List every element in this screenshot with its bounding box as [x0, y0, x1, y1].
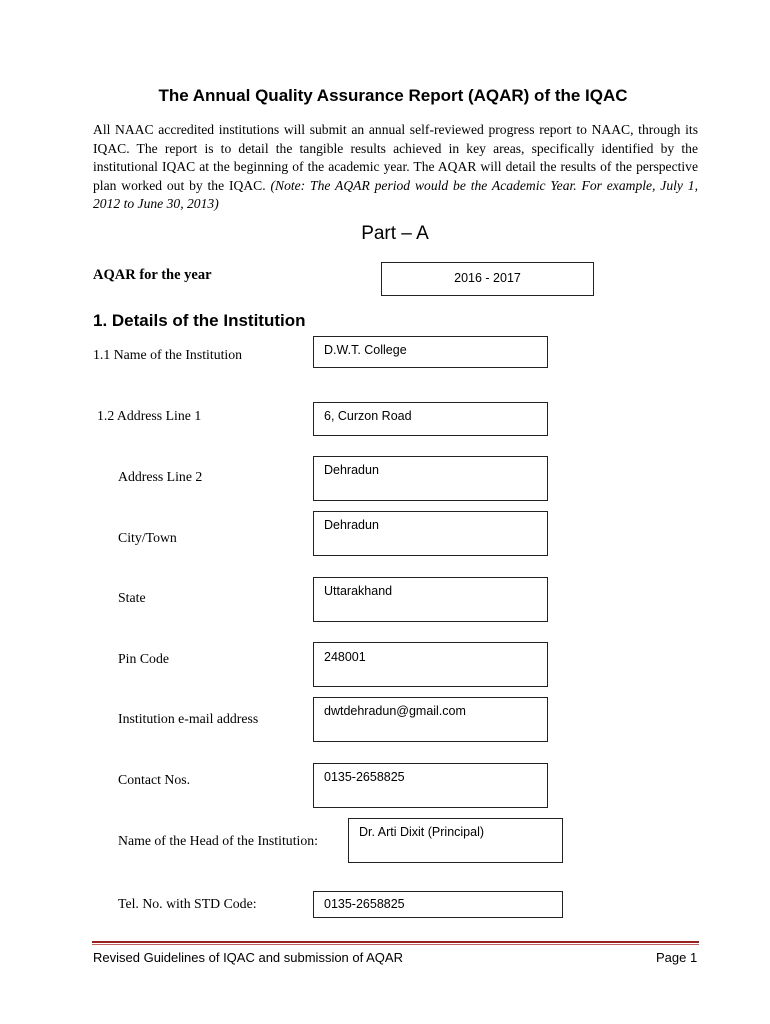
address-line2-field[interactable]: Dehradun	[313, 456, 548, 501]
page-number: Page 1	[656, 950, 698, 965]
head-field[interactable]: Dr. Arti Dixit (Principal)	[348, 818, 563, 863]
contact-label: Contact Nos.	[118, 772, 191, 787]
contact-field[interactable]: 0135-2658825	[313, 763, 548, 808]
head-label: Name of the Head of the Institution:	[118, 833, 319, 848]
intro-note: (Note: The AQAR period would be the Academic Year. For example, July 1, 2012 to June 30, 2013)	[93, 177, 698, 212]
institution-name-field[interactable]: D.W.T. College	[313, 336, 548, 368]
tel-label: Tel. No. with STD Code:	[118, 896, 257, 911]
tel-field[interactable]: 0135-2658825	[313, 891, 563, 918]
aqar-year-label: AQAR for the year	[93, 267, 212, 283]
institution-name-label: 1.1 Name of the Institution	[93, 347, 243, 362]
email-field[interactable]: dwtdehradun@gmail.com	[313, 697, 548, 742]
footer-text: Revised Guidelines of IQAC and submission of AQAR	[93, 950, 403, 965]
part-heading: Part – A	[361, 223, 429, 244]
city-label: City/Town	[118, 530, 177, 545]
email-label: Institution e-mail address	[118, 711, 259, 726]
footer-divider	[92, 941, 699, 943]
pin-code-field[interactable]: 248001	[313, 642, 548, 687]
address-line2-label: Address Line 2	[118, 469, 203, 484]
state-field[interactable]: Uttarakhand	[313, 577, 548, 622]
city-field[interactable]: Dehradun	[313, 511, 548, 556]
intro-paragraph	[93, 121, 698, 214]
aqar-year-field[interactable]: 2016 - 2017	[381, 262, 594, 296]
intro-text: All NAAC accredited institutions will submit an annual self-reviewed progress report to NAAC, through its IQAC. The report is to detail the tangible results achieved in key areas, specifically identified by the institutional IQAC at the beginning of the academic year. The AQAR will detail the results of the perspective plan worked out by the IQAC.	[93, 122, 698, 193]
section-title: 1. Details of the Institution	[93, 311, 306, 330]
state-label: State	[118, 590, 146, 605]
address-line1-label: 1.2 Address Line 1	[97, 408, 202, 423]
page-title: The Annual Quality Assurance Report (AQAR) of the IQAC	[158, 86, 628, 105]
address-line1-field[interactable]: 6, Curzon Road	[313, 402, 548, 436]
footer-divider-thin	[92, 944, 699, 945]
pin-code-label: Pin Code	[118, 651, 169, 666]
